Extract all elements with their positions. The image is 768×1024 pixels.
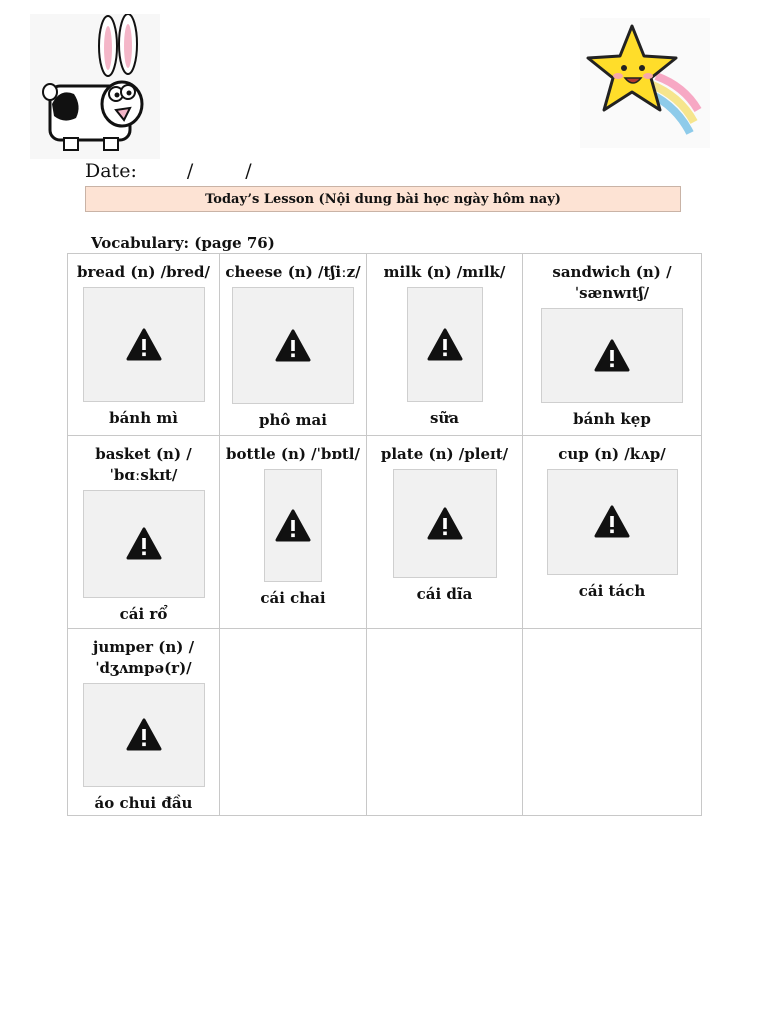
vocab-cell [523, 436, 702, 629]
image-placeholder [83, 490, 205, 598]
image-placeholder [547, 469, 678, 575]
vocabulary-title: Vocabulary: (page 76) [91, 234, 275, 252]
bunny-cow-icon [30, 14, 160, 159]
vocab-word: jumper (n) /ˈdʒʌmpə(r)/ [92, 638, 195, 677]
vocab-meaning: cái rổ [119, 605, 168, 623]
vocab-word: plate (n) /pleɪt/ [380, 445, 509, 463]
lesson-banner-text: Today’s Lesson (Nội dung bài học ngày hôm nay) [205, 191, 561, 207]
vocab-word: sandwich (n) /ˈsænwɪtʃ/ [552, 263, 672, 302]
warning-icon [594, 339, 630, 373]
image-placeholder [232, 287, 354, 404]
vocab-word: cheese (n) /tʃiːz/ [225, 263, 361, 281]
warning-icon [427, 507, 463, 541]
vocab-meaning: sữa [429, 409, 460, 427]
vocab-cell [68, 436, 220, 629]
warning-icon [275, 509, 311, 543]
warning-icon [275, 329, 311, 363]
image-placeholder [393, 469, 497, 578]
image-placeholder [83, 287, 205, 402]
date-separator: / [186, 160, 194, 182]
vocab-cell [220, 254, 367, 436]
vocab-cell [367, 254, 523, 436]
vocab-word: milk (n) /mɪlk/ [383, 263, 506, 281]
empty-cell [220, 629, 367, 816]
vocabulary-table [67, 253, 702, 816]
warning-icon [594, 505, 630, 539]
warning-icon [126, 328, 162, 362]
empty-cell [367, 629, 523, 816]
table-row [68, 436, 702, 629]
warning-icon [126, 527, 162, 561]
vocab-meaning: bánh kẹp [573, 410, 651, 428]
lesson-banner [85, 186, 681, 212]
vocab-meaning: áo chui đầu [94, 794, 193, 812]
date-separator: / [245, 160, 252, 182]
vocab-word: cup (n) /kʌp/ [558, 445, 666, 463]
table-row [68, 629, 702, 816]
vocab-cell [68, 629, 220, 816]
vocab-cell [523, 254, 702, 436]
warning-icon [427, 328, 463, 362]
vocab-word: basket (n) /ˈbɑːskɪt/ [95, 445, 192, 484]
vocab-meaning: cái chai [260, 589, 326, 607]
vocab-meaning: cái tách [578, 582, 646, 600]
table-row [68, 254, 702, 436]
date-line [85, 160, 252, 182]
vocab-word: bottle (n) /ˈbɒtl/ [226, 445, 360, 463]
image-placeholder [264, 469, 322, 582]
vocab-meaning: bánh mì [109, 409, 178, 427]
vocab-cell [68, 254, 220, 436]
date-label: Date: [85, 160, 137, 182]
vocab-cell [220, 436, 367, 629]
vocab-word: bread (n) /bred/ [76, 263, 211, 281]
warning-icon [126, 718, 162, 752]
vocab-cell [367, 436, 523, 629]
vocab-meaning: cái dĩa [416, 585, 473, 603]
empty-cell [523, 629, 702, 816]
smiling-star-icon [580, 18, 710, 148]
image-placeholder [83, 683, 205, 787]
image-placeholder [407, 287, 483, 402]
vocab-meaning: phô mai [259, 411, 327, 429]
image-placeholder [541, 308, 683, 403]
